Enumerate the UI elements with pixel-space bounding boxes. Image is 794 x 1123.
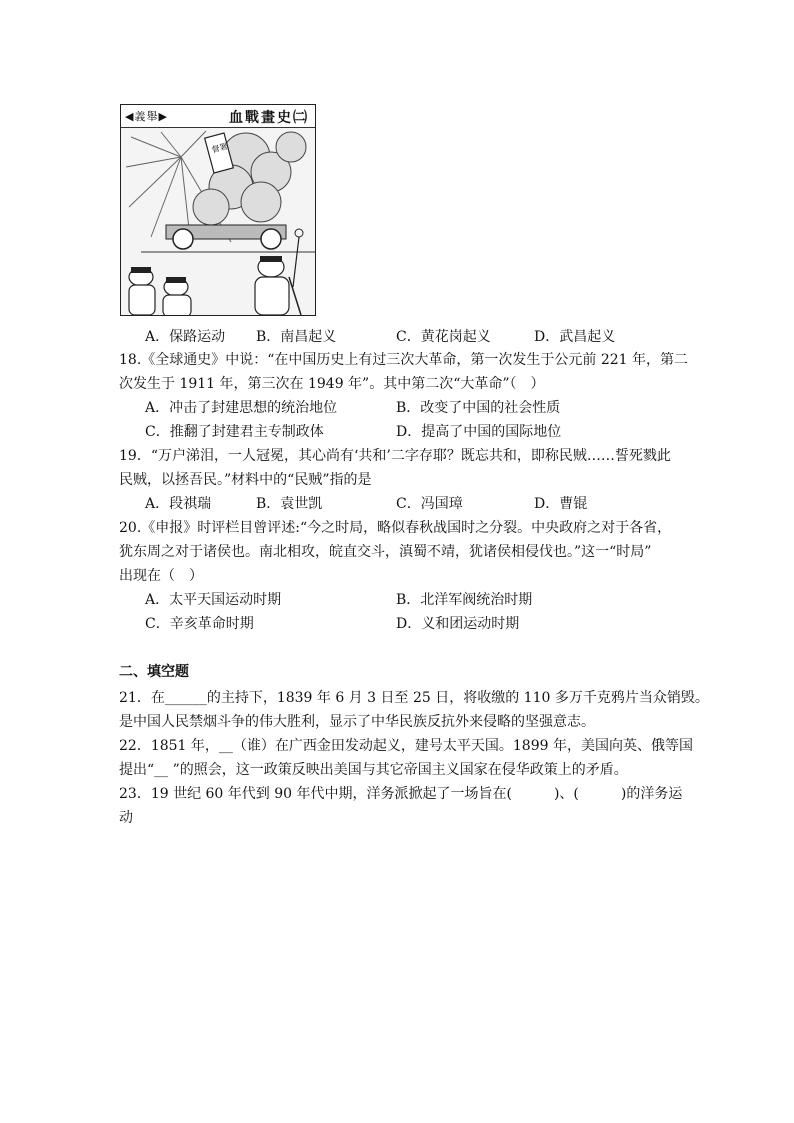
q19-option-b: B．袁世凯	[256, 496, 323, 512]
q17-option-d: D．武昌起义	[534, 329, 616, 345]
q20-line-1: 20.《申报》时评栏目曾评述:“今之时局，略似春秋战国时之分裂。中央政府之对于各省，	[119, 520, 672, 536]
q20-line-3: 出现在（ ）	[119, 568, 203, 584]
q18-option-b: B．改变了中国的社会性质	[396, 400, 561, 416]
q20-option-b: B．北洋军阀统治时期	[396, 592, 533, 608]
q18-line-2: 次发生于 1911 年，第三次在 1949 年”。其中第二次“大革命”（ ）	[119, 376, 545, 392]
section-title-fill-in: 二、填空题	[119, 664, 189, 680]
q17-option-c: C．黄花岗起义	[396, 329, 491, 345]
q18-option-a: A．冲击了封建思想的统治地位	[145, 400, 338, 416]
cartoon-banner	[121, 105, 315, 128]
cartoon-banner-left: ◀義舉▶	[125, 110, 168, 123]
q19-line-1: 19．“万户涕泪，一人冠冕，其心尚有‘共和’二字存耶？既忘共和，即称民贼……誓死戮此	[119, 448, 671, 464]
q20-option-d: D．义和团运动时期	[396, 616, 520, 632]
q20-option-a: A．太平天国运动时期	[145, 592, 282, 608]
q19-option-a: A．段祺瑞	[145, 496, 212, 512]
q19-option-c: C．冯国璋	[396, 496, 463, 512]
q19-line-2: 民贼，以拯吾民。”材料中的“民贼”指的是	[119, 472, 372, 488]
q17-option-a: A．保路运动	[145, 329, 226, 345]
q22-line-2: 提出“__ ”的照会，这一政策反映出美国与其它帝国主义国家在侵华政策上的矛盾。	[119, 762, 628, 778]
q23-line-2: 动	[119, 810, 133, 826]
cartoon-sign-text: 督署	[210, 141, 229, 155]
q22-line-1: 22．1851 年，__（谁）在广西金田发动起义，建号太平天国。1899 年，美国向英、俄等国	[119, 738, 693, 754]
historical-cartoon	[120, 104, 316, 316]
cartoon-drawing	[121, 127, 315, 315]
q18-option-c: C．推翻了封建君主专制政体	[145, 424, 324, 440]
q18-line-1: 18.《全球通史》中说：“在中国历史上有过三次大革命，第一次发生于公元前 221 年，第二	[119, 352, 689, 368]
q20-line-2: 犹东周之对于诸侯也。南北相攻，皖直交斗，滇蜀不靖，犹诸侯相侵伐也。”这一“时局”	[119, 544, 652, 560]
q23-line-1: 23．19 世纪 60 年代到 90 年代中期，洋务派掀起了一场旨在( )、( )的洋务运	[119, 786, 683, 802]
q21-line-2: 是中国人民禁烟斗争的伟大胜利，显示了中华民族反抗外来侵略的坚强意志。	[119, 714, 595, 730]
q21-line-1: 21．在______的主持下，1839 年 6 月 3 日至 25 日，将收缴的 110 多万千克鸦片当众销毁。	[119, 690, 709, 706]
q17-option-b: B．南昌起义	[256, 329, 337, 345]
q19-option-d: D．曹锟	[534, 496, 588, 512]
cartoon-banner-title: 血戰畫史㈡	[229, 110, 309, 126]
q18-option-d: D．提高了中国的国际地位	[396, 424, 562, 440]
q20-option-c: C．辛亥革命时期	[145, 616, 254, 632]
